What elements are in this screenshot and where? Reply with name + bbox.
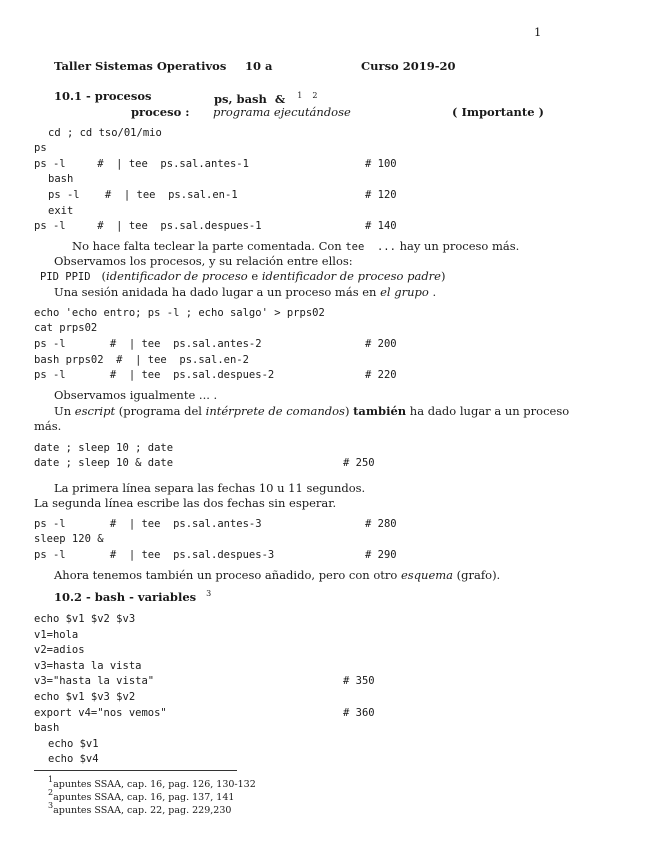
code-line: date ; sleep 10 ; date <box>34 442 174 454</box>
footnote-text: apuntes SSAA, cap. 16, pag. 137, 141 <box>53 792 235 803</box>
code-comment: # 290 <box>365 549 397 561</box>
code-line: ps -l # | tee ps.sal.antes-2 <box>34 338 262 350</box>
paragraph: La segunda línea escribe las dos fechas sin esperar. <box>34 496 337 510</box>
code-comment: # 200 <box>365 338 397 350</box>
code-line: bash <box>34 722 60 734</box>
code-line: ps -l # | tee ps.sal.despues-1 <box>34 220 262 232</box>
footnote-ref-2: 2 <box>312 91 318 100</box>
paragraph <box>40 269 445 284</box>
section-2-title <box>54 587 211 604</box>
code-line: bash <box>48 173 74 185</box>
code-line: ps <box>34 142 47 154</box>
definition-value: programa ejecutándose <box>213 105 351 119</box>
code-comment: # 220 <box>365 369 397 381</box>
paragraph: Observamos los procesos, y su relación entre ellos: <box>54 254 353 268</box>
text-span: (programa del <box>115 404 206 418</box>
paragraph: La primera línea separa las fechas 10 u 11 segundos. <box>54 481 366 495</box>
inline-code: tee ... <box>345 241 396 253</box>
code-line: sleep 120 & <box>34 533 104 545</box>
italic-text: esquema <box>400 568 454 582</box>
footnote-ref-3: 3 <box>206 589 212 598</box>
code-line: echo $v4 <box>48 753 99 765</box>
text-span: e <box>247 269 262 283</box>
code-line: exit <box>48 205 74 217</box>
code-line: cd ; cd tso/01/mio <box>48 127 162 139</box>
code-line: ps -l # | tee ps.sal.despues-2 <box>34 369 275 381</box>
code-line: echo $v1 <box>48 738 99 750</box>
code-line: v1=hola <box>34 629 79 641</box>
footnote-mark: 2 <box>48 788 54 797</box>
footnote-mark: 3 <box>48 801 54 810</box>
code-line: ps -l # | tee ps.sal.antes-1 <box>34 158 249 170</box>
code-comment: # 250 <box>343 457 375 469</box>
italic-text: el grupo <box>380 285 429 299</box>
code-line: ps -l # | tee ps.sal.despues-3 <box>34 549 275 561</box>
bold-text: también <box>353 404 407 418</box>
code-line: echo 'echo entro; ps -l ; echo salgo' > prps02 <box>34 307 325 319</box>
code-comment: # 350 <box>343 675 375 687</box>
code-line: v2=adios <box>34 644 85 656</box>
unit-label: 10 a <box>245 59 273 73</box>
footnote-ref-1: 1 <box>297 91 303 100</box>
paragraph <box>54 568 500 582</box>
footnote-text: apuntes SSAA, cap. 22, pag. 229,230 <box>53 805 232 816</box>
code-comment: # 120 <box>365 189 397 201</box>
text-span: (grafo). <box>453 568 501 582</box>
code-line: ps -l # | tee ps.sal.antes-3 <box>34 518 262 530</box>
code-comment: # 100 <box>365 158 397 170</box>
footnote-rule <box>34 770 237 771</box>
code-line: echo $v1 $v2 $v3 <box>34 613 136 625</box>
footnote-mark: 1 <box>48 775 54 784</box>
italic-text: identificador de proceso padre <box>261 269 441 283</box>
text-span: No hace falta teclear la parte comentada. Con <box>72 239 346 253</box>
code-line: echo $v1 $v3 $v2 <box>34 691 136 703</box>
course-year: Curso 2019-20 <box>361 59 456 73</box>
code-line: v3="hasta la vista" <box>34 675 155 687</box>
code-line: bash prps02 # | tee ps.sal.en-2 <box>34 354 249 366</box>
section-2-title-text: 10.2 - bash - variables <box>54 590 197 604</box>
page-number: 1 <box>534 25 542 39</box>
section-1-commands-text: ps, bash & <box>214 92 286 106</box>
italic-text: escript <box>74 404 116 418</box>
text-span: ha dado lugar a un proceso <box>406 404 570 418</box>
text-span: ) <box>440 269 446 283</box>
paragraph-continuation: más. <box>34 419 62 433</box>
italic-text: identificador de proceso <box>106 269 248 283</box>
paragraph <box>54 285 436 299</box>
paragraph <box>72 239 519 254</box>
code-comment: # 280 <box>365 518 397 530</box>
text-span: hay un proceso más. <box>395 239 520 253</box>
course-title: Taller Sistemas Operativos <box>54 59 227 73</box>
code-line: cat prps02 <box>34 322 98 334</box>
italic-text: intérprete de comandos <box>205 404 345 418</box>
code-comment: # 360 <box>343 707 375 719</box>
definition-term: proceso : <box>131 105 190 119</box>
code-line: v3=hasta la vista <box>34 660 142 672</box>
inline-code: PID PPID <box>40 271 91 283</box>
important-note: ( Importante ) <box>452 105 544 119</box>
text-span: Una sesión anidada ha dado lugar a un proceso más en <box>54 285 381 299</box>
section-1-title: 10.1 - procesos <box>54 89 152 103</box>
text-span: ) <box>344 404 354 418</box>
footnote-text: apuntes SSAA, cap. 16, pag. 126, 130-132 <box>53 779 256 790</box>
code-line: export v4="nos vemos" <box>34 707 167 719</box>
text-span: ( <box>101 269 107 283</box>
code-line: date ; sleep 10 & date <box>34 457 174 469</box>
paragraph <box>54 404 569 418</box>
text-span: . <box>428 285 437 299</box>
section-1-commands <box>214 89 317 106</box>
text-span: Un <box>54 404 75 418</box>
footnote-3 <box>48 799 231 818</box>
code-line: ps -l # | tee ps.sal.en-1 <box>48 189 238 201</box>
code-comment: # 140 <box>365 220 397 232</box>
text-span: Ahora tenemos también un proceso añadido, pero con otro <box>54 568 401 582</box>
paragraph: Observamos igualmente ... . <box>54 388 218 402</box>
